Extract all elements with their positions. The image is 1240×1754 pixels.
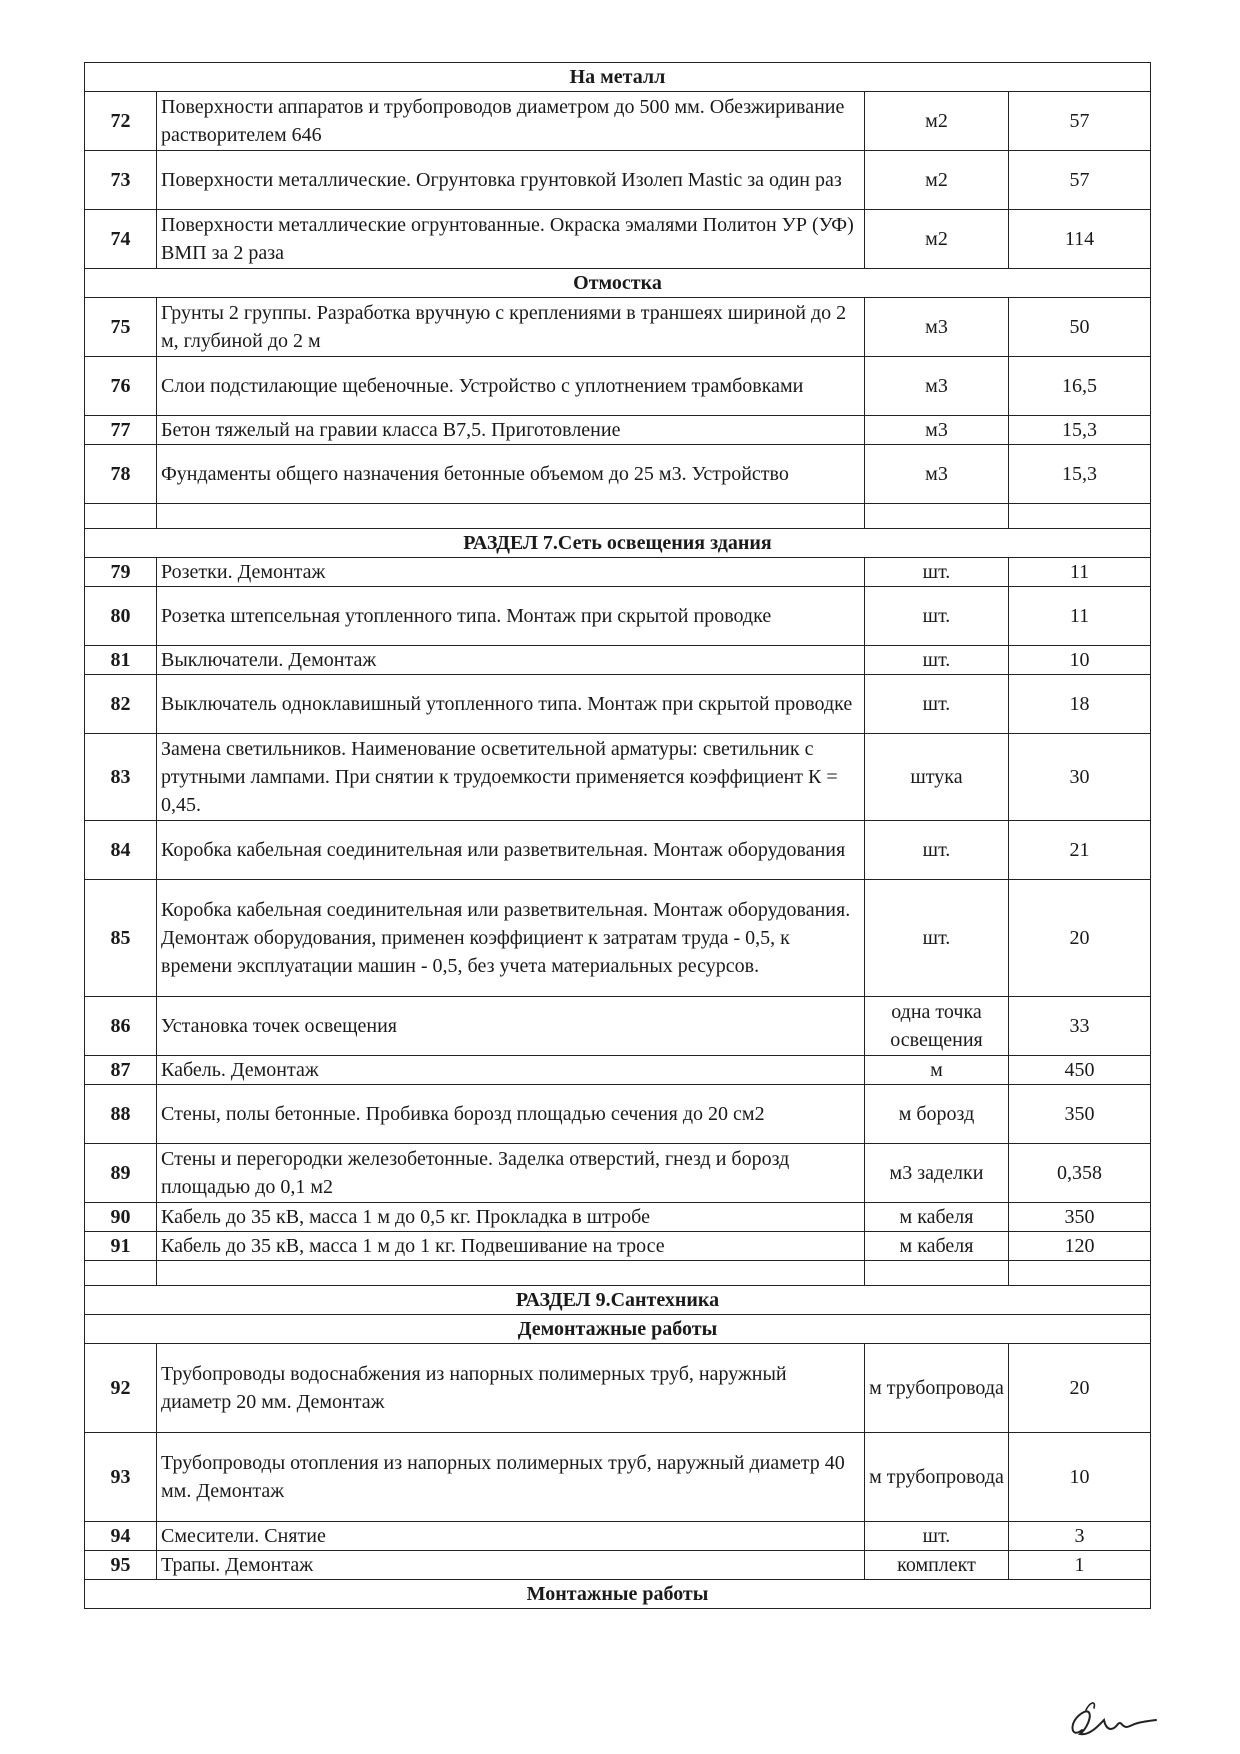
work-name: Кабель до 35 кВ, масса 1 м до 0,5 кг. Прокладка в штробе bbox=[157, 1203, 865, 1232]
work-name: Розетки. Демонтаж bbox=[157, 558, 865, 587]
row-number: 75 bbox=[85, 298, 157, 357]
quantity: 1 bbox=[1009, 1551, 1151, 1580]
table-row bbox=[85, 357, 1151, 416]
empty-row bbox=[85, 1261, 1151, 1286]
quantity: 15,3 bbox=[1009, 445, 1151, 504]
unit: одна точка освещения bbox=[865, 997, 1009, 1056]
work-schedule-sheet bbox=[84, 62, 1150, 1609]
empty-cell bbox=[157, 504, 865, 529]
table-row bbox=[85, 1433, 1151, 1522]
unit: м2 bbox=[865, 92, 1009, 151]
quantity: 120 bbox=[1009, 1232, 1151, 1261]
unit: м борозд bbox=[865, 1085, 1009, 1144]
section-title: Отмостка bbox=[85, 269, 1151, 298]
quantity: 15,3 bbox=[1009, 416, 1151, 445]
table-row bbox=[85, 151, 1151, 210]
unit: м3 заделки bbox=[865, 1144, 1009, 1203]
work-name: Кабель до 35 кВ, масса 1 м до 1 кг. Подвешивание на тросе bbox=[157, 1232, 865, 1261]
row-number: 88 bbox=[85, 1085, 157, 1144]
row-number: 89 bbox=[85, 1144, 157, 1203]
work-name: Грунты 2 группы. Разработка вручную с креплениями в траншеях шириной до 2 м, глубиной до 2 м bbox=[157, 298, 865, 357]
quantity: 450 bbox=[1009, 1056, 1151, 1085]
unit: шт. bbox=[865, 587, 1009, 646]
work-name: Розетка штепсельная утопленного типа. Монтаж при скрытой проводке bbox=[157, 587, 865, 646]
work-name: Выключатели. Демонтаж bbox=[157, 646, 865, 675]
section-title: РАЗДЕЛ 7.Сеть освещения здания bbox=[85, 529, 1151, 558]
unit: шт. bbox=[865, 880, 1009, 997]
table-row bbox=[85, 445, 1151, 504]
table-row bbox=[85, 880, 1151, 997]
row-number: 83 bbox=[85, 734, 157, 821]
row-number: 77 bbox=[85, 416, 157, 445]
work-name: Поверхности металлические огрунтованные. Окраска эмалями Политон УР (УФ) ВМП за 2 раза bbox=[157, 210, 865, 269]
work-table bbox=[84, 62, 1151, 1609]
empty-cell bbox=[85, 1261, 157, 1286]
quantity: 33 bbox=[1009, 997, 1151, 1056]
table-row bbox=[85, 646, 1151, 675]
table-row bbox=[85, 1232, 1151, 1261]
table-row bbox=[85, 587, 1151, 646]
table-row bbox=[85, 1056, 1151, 1085]
row-number: 80 bbox=[85, 587, 157, 646]
unit: шт. bbox=[865, 558, 1009, 587]
unit: шт. bbox=[865, 1522, 1009, 1551]
section-row-otmostka bbox=[85, 269, 1151, 298]
table-row bbox=[85, 1551, 1151, 1580]
table-row bbox=[85, 821, 1151, 880]
empty-cell bbox=[1009, 1261, 1151, 1286]
unit: м трубопровода bbox=[865, 1433, 1009, 1522]
quantity: 30 bbox=[1009, 734, 1151, 821]
work-name: Коробка кабельная соединительная или разветвительная. Монтаж оборудования bbox=[157, 821, 865, 880]
unit: м bbox=[865, 1056, 1009, 1085]
work-name: Бетон тяжелый на гравии класса В7,5. Приготовление bbox=[157, 416, 865, 445]
empty-cell bbox=[157, 1261, 865, 1286]
row-number: 79 bbox=[85, 558, 157, 587]
row-number: 74 bbox=[85, 210, 157, 269]
work-name: Стены, полы бетонные. Пробивка борозд площадью сечения до 20 см2 bbox=[157, 1085, 865, 1144]
unit: штука bbox=[865, 734, 1009, 821]
row-number: 87 bbox=[85, 1056, 157, 1085]
quantity: 18 bbox=[1009, 675, 1151, 734]
section-row-metal bbox=[85, 63, 1151, 92]
section-row-demontazh bbox=[85, 1315, 1151, 1344]
row-number: 72 bbox=[85, 92, 157, 151]
row-number: 93 bbox=[85, 1433, 157, 1522]
work-name: Выключатель одноклавишный утопленного типа. Монтаж при скрытой проводке bbox=[157, 675, 865, 734]
work-name: Трубопроводы отопления из напорных полимерных труб, наружный диаметр 40 мм. Демонтаж bbox=[157, 1433, 865, 1522]
quantity: 114 bbox=[1009, 210, 1151, 269]
row-number: 78 bbox=[85, 445, 157, 504]
signature-icon bbox=[1060, 1690, 1180, 1750]
table-row bbox=[85, 92, 1151, 151]
quantity: 350 bbox=[1009, 1203, 1151, 1232]
empty-cell bbox=[865, 1261, 1009, 1286]
empty-cell bbox=[865, 504, 1009, 529]
quantity: 57 bbox=[1009, 151, 1151, 210]
row-number: 84 bbox=[85, 821, 157, 880]
table-row bbox=[85, 1522, 1151, 1551]
row-number: 76 bbox=[85, 357, 157, 416]
quantity: 10 bbox=[1009, 646, 1151, 675]
unit: м2 bbox=[865, 210, 1009, 269]
quantity: 50 bbox=[1009, 298, 1151, 357]
row-number: 95 bbox=[85, 1551, 157, 1580]
empty-cell bbox=[1009, 504, 1151, 529]
quantity: 20 bbox=[1009, 880, 1151, 997]
work-name: Коробка кабельная соединительная или разветвительная. Монтаж оборудования. Демонтаж оборудования, применен коэффициент к затратам труда - 0,5, к времени эксплуатации машин - 0,5, без учета материальных ресурсов. bbox=[157, 880, 865, 997]
section-title: На металл bbox=[85, 63, 1151, 92]
work-name: Стены и перегородки железобетонные. Заделка отверстий, гнезд и борозд площадью до 0,1 м2 bbox=[157, 1144, 865, 1203]
table-row bbox=[85, 298, 1151, 357]
row-number: 94 bbox=[85, 1522, 157, 1551]
work-name: Трубопроводы водоснабжения из напорных полимерных труб, наружный диаметр 20 мм. Демонтаж bbox=[157, 1344, 865, 1433]
section-row-razdel9 bbox=[85, 1286, 1151, 1315]
quantity: 57 bbox=[1009, 92, 1151, 151]
unit: м кабеля bbox=[865, 1232, 1009, 1261]
section-row-razdel7 bbox=[85, 529, 1151, 558]
subsection-title: Монтажные работы bbox=[85, 1580, 1151, 1609]
subsection-title: Демонтажные работы bbox=[85, 1315, 1151, 1344]
row-number: 91 bbox=[85, 1232, 157, 1261]
work-name: Установка точек освещения bbox=[157, 997, 865, 1056]
table-row bbox=[85, 734, 1151, 821]
table-row bbox=[85, 1085, 1151, 1144]
row-number: 92 bbox=[85, 1344, 157, 1433]
row-number: 90 bbox=[85, 1203, 157, 1232]
unit: м кабеля bbox=[865, 1203, 1009, 1232]
quantity: 16,5 bbox=[1009, 357, 1151, 416]
quantity: 350 bbox=[1009, 1085, 1151, 1144]
quantity: 10 bbox=[1009, 1433, 1151, 1522]
table-row bbox=[85, 997, 1151, 1056]
quantity: 0,358 bbox=[1009, 1144, 1151, 1203]
work-name: Слои подстилающие щебеночные. Устройство с уплотнением трамбовками bbox=[157, 357, 865, 416]
table-row bbox=[85, 210, 1151, 269]
quantity: 20 bbox=[1009, 1344, 1151, 1433]
work-name: Поверхности аппаратов и трубопроводов диаметром до 500 мм. Обезжиривание растворителем 646 bbox=[157, 92, 865, 151]
empty-row bbox=[85, 504, 1151, 529]
unit: м2 bbox=[865, 151, 1009, 210]
table-row bbox=[85, 675, 1151, 734]
quantity: 21 bbox=[1009, 821, 1151, 880]
table-row bbox=[85, 1144, 1151, 1203]
quantity: 3 bbox=[1009, 1522, 1151, 1551]
work-name: Кабель. Демонтаж bbox=[157, 1056, 865, 1085]
unit: м3 bbox=[865, 298, 1009, 357]
unit: м3 bbox=[865, 416, 1009, 445]
table-row bbox=[85, 1344, 1151, 1433]
row-number: 85 bbox=[85, 880, 157, 997]
section-title: РАЗДЕЛ 9.Сантехника bbox=[85, 1286, 1151, 1315]
work-name: Смесители. Снятие bbox=[157, 1522, 865, 1551]
row-number: 73 bbox=[85, 151, 157, 210]
unit: м3 bbox=[865, 357, 1009, 416]
unit: шт. bbox=[865, 646, 1009, 675]
table-row bbox=[85, 416, 1151, 445]
quantity: 11 bbox=[1009, 558, 1151, 587]
row-number: 86 bbox=[85, 997, 157, 1056]
quantity: 11 bbox=[1009, 587, 1151, 646]
empty-cell bbox=[85, 504, 157, 529]
row-number: 82 bbox=[85, 675, 157, 734]
unit: шт. bbox=[865, 675, 1009, 734]
unit: шт. bbox=[865, 821, 1009, 880]
work-name: Замена светильников. Наименование осветительной арматуры: светильник с ртутными лампами. При снятии к трудоемкости применяется коэффициент К = 0,45. bbox=[157, 734, 865, 821]
table-row bbox=[85, 1203, 1151, 1232]
unit: комплект bbox=[865, 1551, 1009, 1580]
table-row bbox=[85, 558, 1151, 587]
row-number: 81 bbox=[85, 646, 157, 675]
unit: м трубопровода bbox=[865, 1344, 1009, 1433]
work-name: Трапы. Демонтаж bbox=[157, 1551, 865, 1580]
work-name: Фундаменты общего назначения бетонные объемом до 25 м3. Устройство bbox=[157, 445, 865, 504]
unit: м3 bbox=[865, 445, 1009, 504]
work-name: Поверхности металлические. Огрунтовка грунтовкой Изолеп Mastic за один раз bbox=[157, 151, 865, 210]
section-row-montazh bbox=[85, 1580, 1151, 1609]
